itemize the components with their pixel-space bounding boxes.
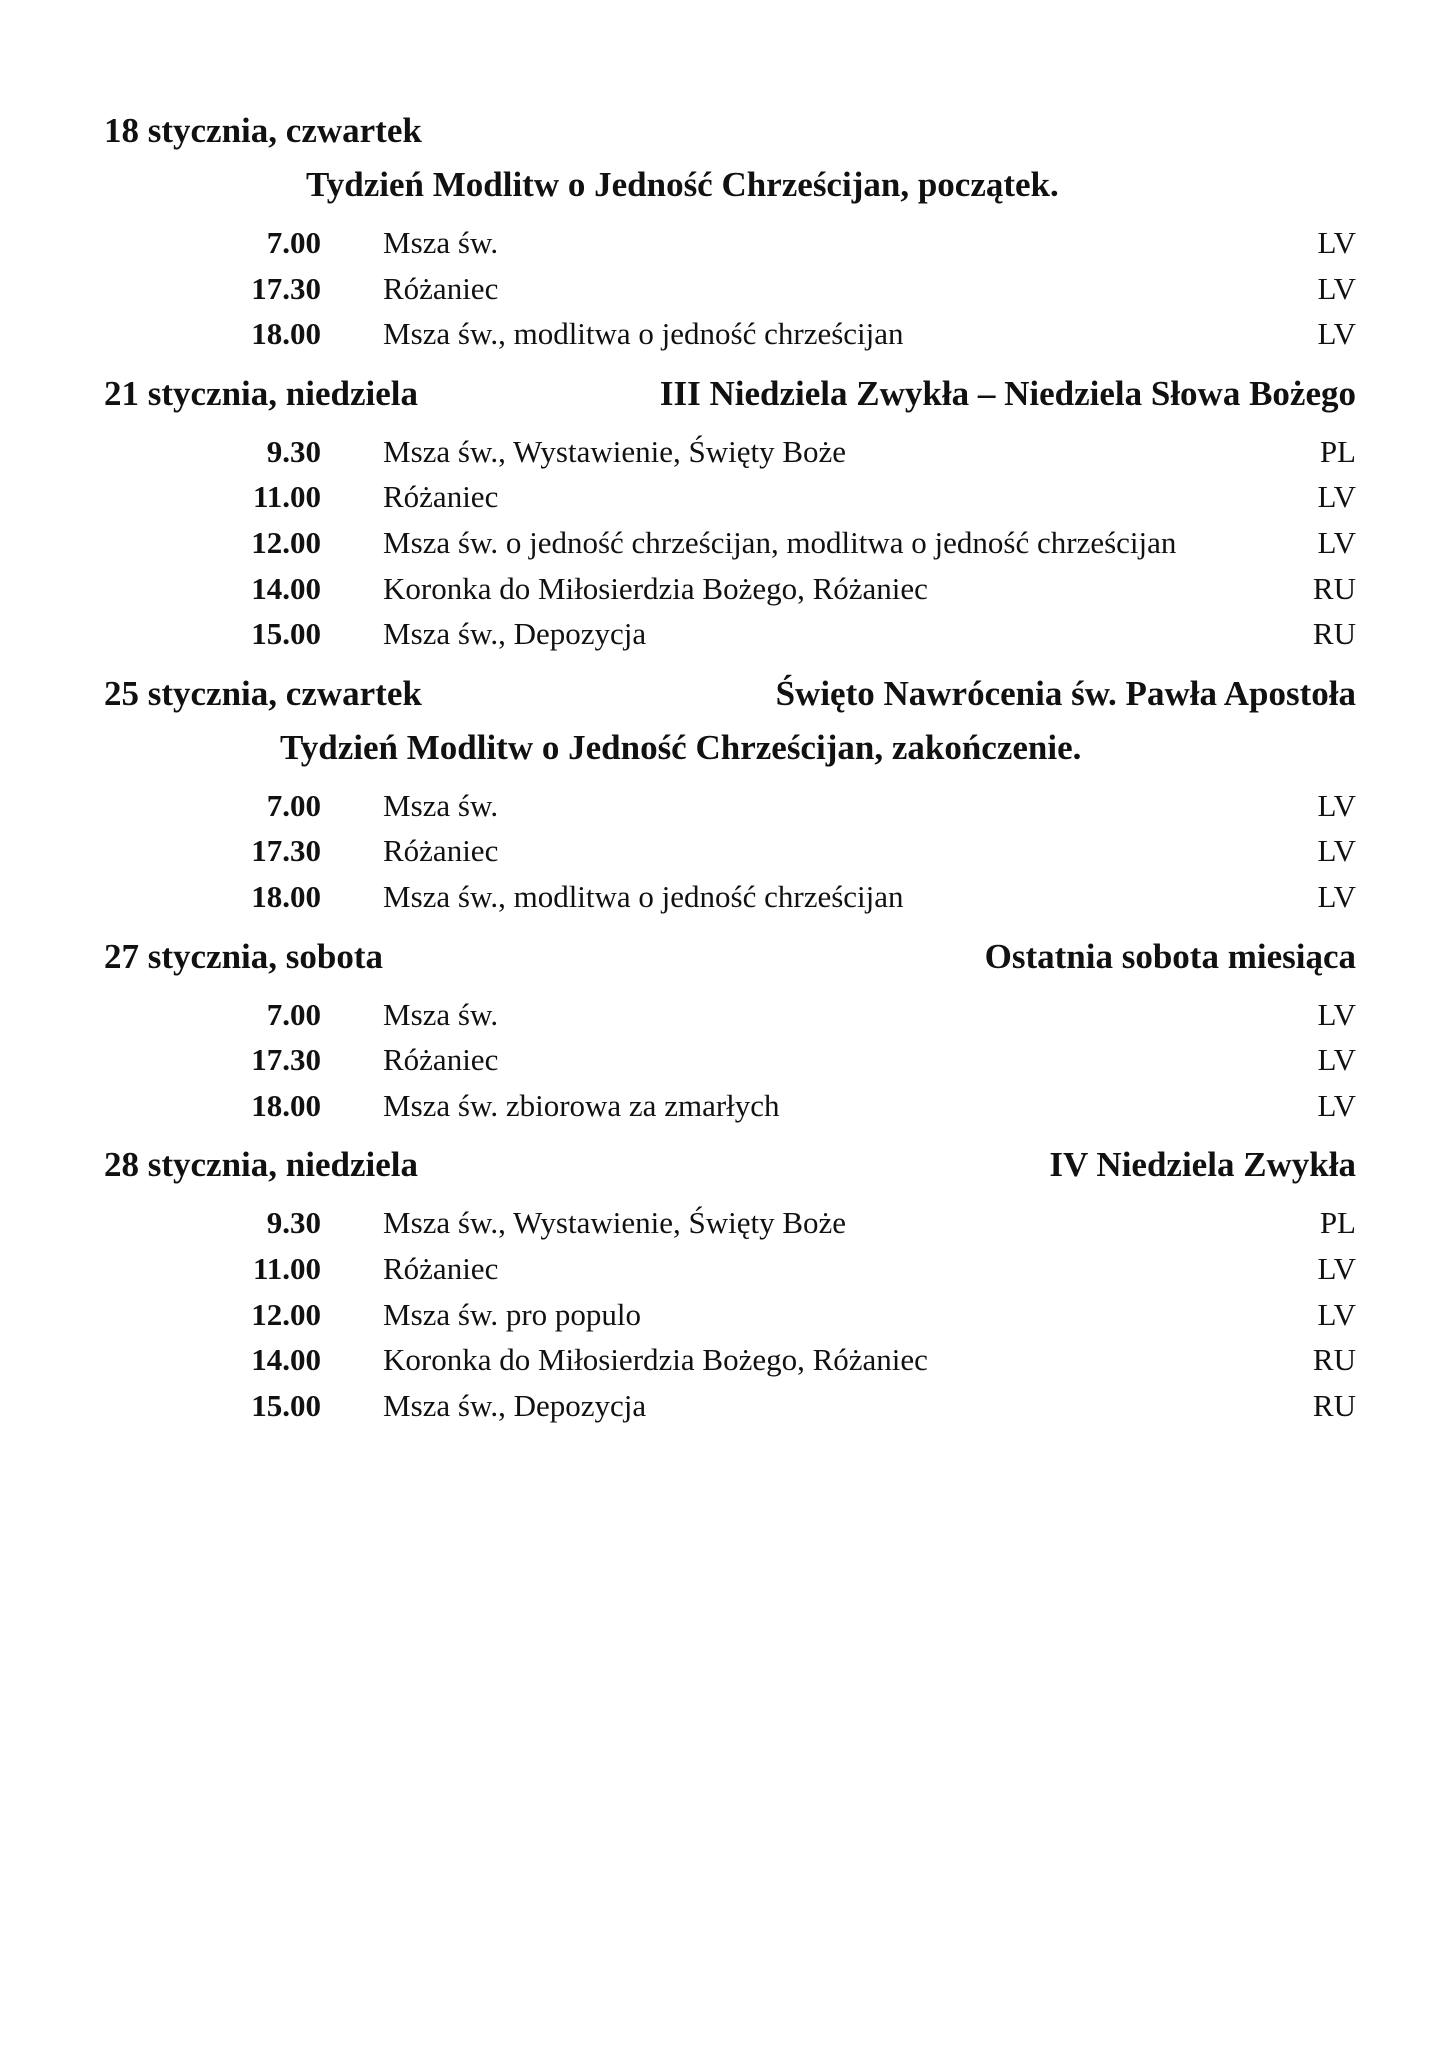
day-header bbox=[104, 1138, 1356, 1192]
event-time: 18.00 bbox=[251, 878, 321, 914]
event-row bbox=[104, 474, 1356, 520]
day-title: 25 stycznia, czwartek bbox=[104, 673, 422, 713]
event-time: 12.00 bbox=[251, 1296, 321, 1332]
event-time: 11.00 bbox=[252, 479, 321, 515]
event-row bbox=[104, 311, 1356, 357]
event-row bbox=[104, 220, 1356, 266]
event-description: Różaniec bbox=[383, 270, 499, 306]
event-language: LV bbox=[1317, 1042, 1356, 1078]
event-row bbox=[104, 874, 1356, 920]
event-time: 17.30 bbox=[251, 270, 321, 306]
event-time: 11.00 bbox=[252, 1250, 321, 1286]
day-subtitle: Tydzień Modlitw o Jedność Chrześcijan, zakończenie. bbox=[280, 727, 1082, 767]
event-time: 17.30 bbox=[251, 833, 321, 869]
day-section bbox=[104, 104, 1356, 357]
day-header bbox=[104, 104, 1356, 158]
event-language: LV bbox=[1317, 1250, 1356, 1286]
event-language: LV bbox=[1317, 524, 1356, 560]
event-row bbox=[104, 1200, 1356, 1246]
event-time: 15.00 bbox=[251, 1387, 321, 1423]
event-language: RU bbox=[1312, 1342, 1356, 1378]
event-description: Msza św. bbox=[383, 225, 499, 260]
event-row bbox=[104, 611, 1356, 657]
day-title: 21 stycznia, niedziela bbox=[104, 373, 418, 413]
event-language: PL bbox=[1319, 433, 1356, 469]
event-time: 7.00 bbox=[266, 225, 321, 260]
event-description: Msza św. bbox=[383, 787, 499, 823]
event-description: Różaniec bbox=[383, 1250, 499, 1286]
event-row bbox=[104, 992, 1356, 1038]
event-time: 7.00 bbox=[266, 787, 321, 823]
day-subtitle: Tydzień Modlitw o Jedność Chrześcijan, początek. bbox=[306, 165, 1059, 204]
event-time: 14.00 bbox=[251, 1342, 321, 1378]
event-row bbox=[104, 566, 1356, 612]
event-row bbox=[104, 520, 1356, 566]
event-description: Msza św., modlitwa o jedność chrześcijan bbox=[383, 878, 904, 914]
event-description: Msza św. zbiorowa za zmarłych bbox=[383, 1087, 780, 1123]
event-description: Różaniec bbox=[383, 479, 499, 515]
event-description: Msza św. bbox=[383, 996, 499, 1032]
event-time: 9.30 bbox=[266, 433, 321, 469]
event-language: LV bbox=[1317, 787, 1356, 823]
feast-title: III Niedziela Zwykła – Niedziela Słowa Bożego bbox=[659, 373, 1356, 413]
event-list bbox=[104, 984, 1356, 1129]
day-header bbox=[104, 667, 1356, 721]
event-language: LV bbox=[1317, 479, 1356, 515]
event-time: 18.00 bbox=[251, 1087, 321, 1123]
event-language: LV bbox=[1317, 1296, 1356, 1332]
schedule-page bbox=[104, 104, 1356, 1438]
event-list bbox=[104, 1192, 1356, 1428]
event-description: Koronka do Miłosierdzia Bożego, Różaniec bbox=[383, 570, 928, 606]
event-row bbox=[104, 1246, 1356, 1292]
event-language: LV bbox=[1317, 1087, 1356, 1123]
event-time: 9.30 bbox=[266, 1205, 321, 1241]
event-description: Msza św., Wystawienie, Święty Boże bbox=[383, 433, 847, 469]
event-time: 12.00 bbox=[251, 524, 321, 560]
feast-title: IV Niedziela Zwykła bbox=[1049, 1145, 1356, 1185]
event-row bbox=[104, 266, 1356, 312]
day-section bbox=[104, 930, 1356, 1129]
event-description: Msza św., modlitwa o jedność chrześcijan bbox=[383, 316, 904, 352]
event-row bbox=[104, 429, 1356, 475]
event-description: Msza św., Wystawienie, Święty Boże bbox=[383, 1205, 847, 1241]
event-description: Msza św., Depozycja bbox=[383, 1387, 647, 1423]
event-language: LV bbox=[1317, 878, 1356, 914]
event-time: 14.00 bbox=[251, 570, 321, 606]
event-row bbox=[104, 783, 1356, 829]
event-time: 15.00 bbox=[251, 616, 321, 652]
event-row bbox=[104, 828, 1356, 874]
event-time: 7.00 bbox=[266, 996, 321, 1032]
feast-title: Ostatnia sobota miesiąca bbox=[984, 936, 1356, 976]
event-row bbox=[104, 1337, 1356, 1383]
event-time: 18.00 bbox=[251, 316, 321, 352]
day-section bbox=[104, 1138, 1356, 1428]
event-language: RU bbox=[1312, 570, 1356, 606]
event-row bbox=[104, 1292, 1356, 1338]
event-list bbox=[104, 421, 1356, 657]
event-language: RU bbox=[1312, 1387, 1356, 1423]
day-title: 28 stycznia, niedziela bbox=[104, 1145, 418, 1185]
day-section bbox=[104, 667, 1356, 920]
event-language: LV bbox=[1317, 833, 1356, 869]
event-language: RU bbox=[1312, 616, 1356, 652]
feast-title: Święto Nawrócenia św. Pawła Apostoła bbox=[775, 673, 1356, 713]
event-description: Koronka do Miłosierdzia Bożego, Różaniec bbox=[383, 1342, 928, 1378]
day-header bbox=[104, 930, 1356, 984]
event-language: LV bbox=[1317, 225, 1356, 260]
day-title: 18 stycznia, czwartek bbox=[104, 111, 422, 150]
event-description: Msza św. pro populo bbox=[383, 1296, 642, 1332]
event-language: LV bbox=[1317, 316, 1356, 352]
event-language: LV bbox=[1317, 270, 1356, 306]
day-section bbox=[104, 367, 1356, 657]
event-language: LV bbox=[1317, 996, 1356, 1032]
event-row bbox=[104, 1383, 1356, 1429]
event-list bbox=[104, 775, 1356, 920]
event-row bbox=[104, 1083, 1356, 1129]
day-header bbox=[104, 367, 1356, 421]
event-description: Msza św. o jedność chrześcijan, modlitwa o jedność chrześcijan bbox=[383, 524, 1177, 560]
event-description: Różaniec bbox=[383, 1042, 499, 1078]
event-description: Msza św., Depozycja bbox=[383, 616, 647, 652]
event-description: Różaniec bbox=[383, 833, 499, 869]
day-title: 27 stycznia, sobota bbox=[104, 936, 384, 976]
event-language: PL bbox=[1319, 1205, 1356, 1241]
event-list bbox=[104, 212, 1356, 357]
event-row bbox=[104, 1037, 1356, 1083]
event-time: 17.30 bbox=[251, 1042, 321, 1078]
